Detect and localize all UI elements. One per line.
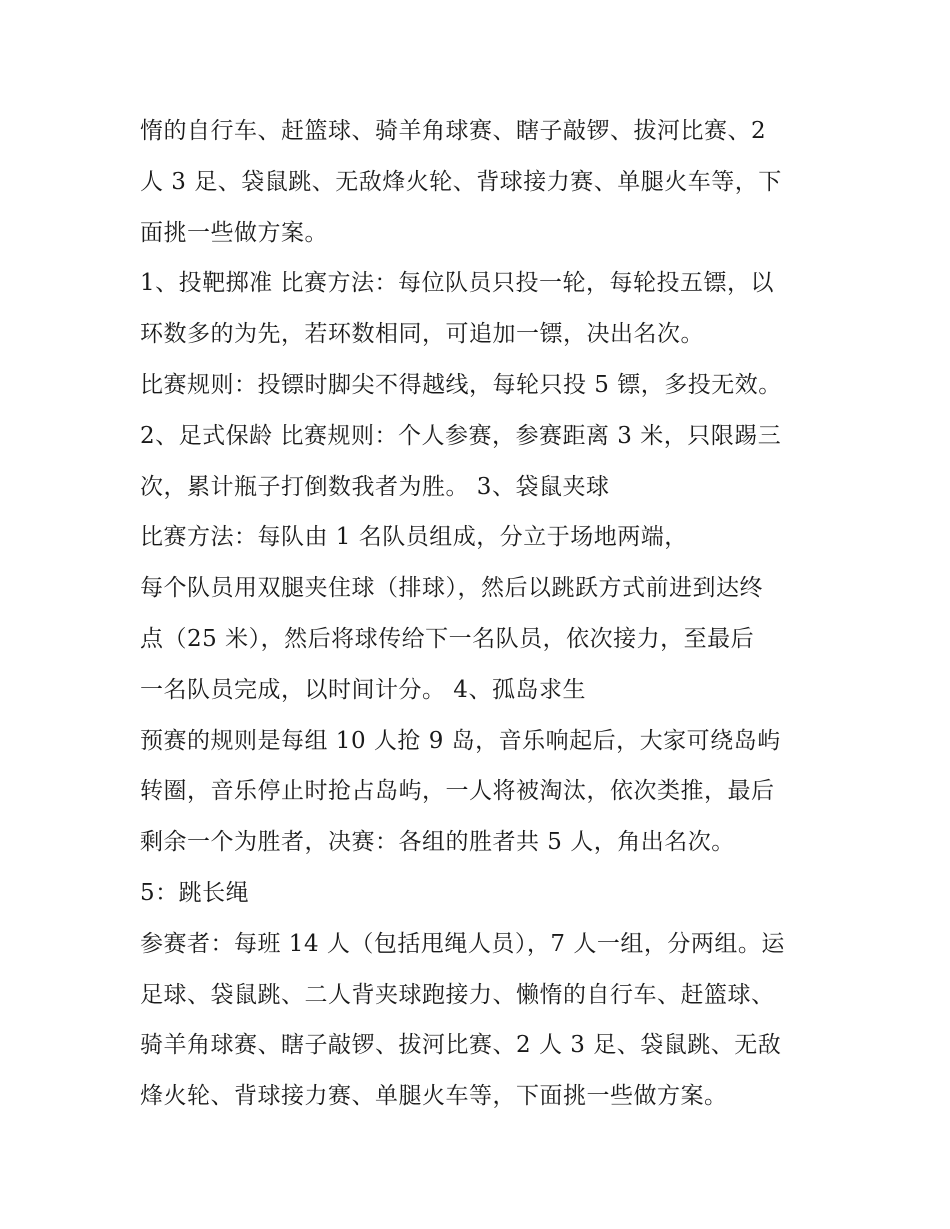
text-line: 2、足式保龄 比赛规则：个人参赛，参赛距离 3 米，只限踢三 <box>140 422 782 449</box>
text-line: 预赛的规则是每组 10 人抢 9 岛，音乐响起后，大家可绕岛屿 <box>140 727 781 754</box>
text-line: 转圈，音乐停止时抢占岛屿，一人将被淘汰，依次类推，最后 <box>140 778 775 805</box>
text-line: 点（25 米），然后将球传给下一名队员，依次接力，至最后 <box>140 625 755 652</box>
text-line: 每个队员用双腿夹住球（排球），然后以跳跃方式前进到达终 <box>140 575 763 602</box>
text-line: 5：跳长绳 <box>140 879 250 906</box>
text-line: 剩余一个为胜者，决赛：各组的胜者共 5 人，角出名次。 <box>140 829 735 856</box>
text-line: 次，累计瓶子打倒数我者为胜。 3、袋鼠夹球 <box>140 473 610 500</box>
text-line: 惰的自行车、赶篮球、骑羊角球赛、瞎子敲锣、拔河比赛、2 <box>140 118 767 144</box>
text-line: 足球、袋鼠跳、二人背夹球跑接力、懒惰的自行车、赶篮球、 <box>140 981 775 1008</box>
text-line: 比赛方法：每队由 1 名队员组成，分立于场地两端， <box>140 524 688 551</box>
text-line: 环数多的为先，若环数相同，可追加一镖，决出名次。 <box>140 321 704 348</box>
text-line: 面挑一些做方案。 <box>140 219 328 246</box>
text-line: 参赛者：每班 14 人（包括甩绳人员），7 人一组，分两组。运 <box>140 930 785 957</box>
text-line: 人 3 足、袋鼠跳、无敌烽火轮、背球接力赛、单腿火车等，下 <box>140 168 782 195</box>
text-line: 比赛规则：投镖时脚尖不得越线，每轮只投 5 镖，多投无效。 <box>140 371 782 398</box>
text-line: 烽火轮、背球接力赛、单腿火车等，下面挑一些做方案。 <box>140 1083 728 1110</box>
text-line: 1、投靶掷准 比赛方法：每位队员只投一轮，每轮投五镖，以 <box>140 270 774 297</box>
text-line: 一名队员完成，以时间计分。 4、孤岛求生 <box>140 676 586 703</box>
text-line: 骑羊角球赛、瞎子敲锣、拔河比赛、2 人 3 足、袋鼠跳、无敌 <box>140 1032 782 1059</box>
body-text <box>140 106 820 1122</box>
